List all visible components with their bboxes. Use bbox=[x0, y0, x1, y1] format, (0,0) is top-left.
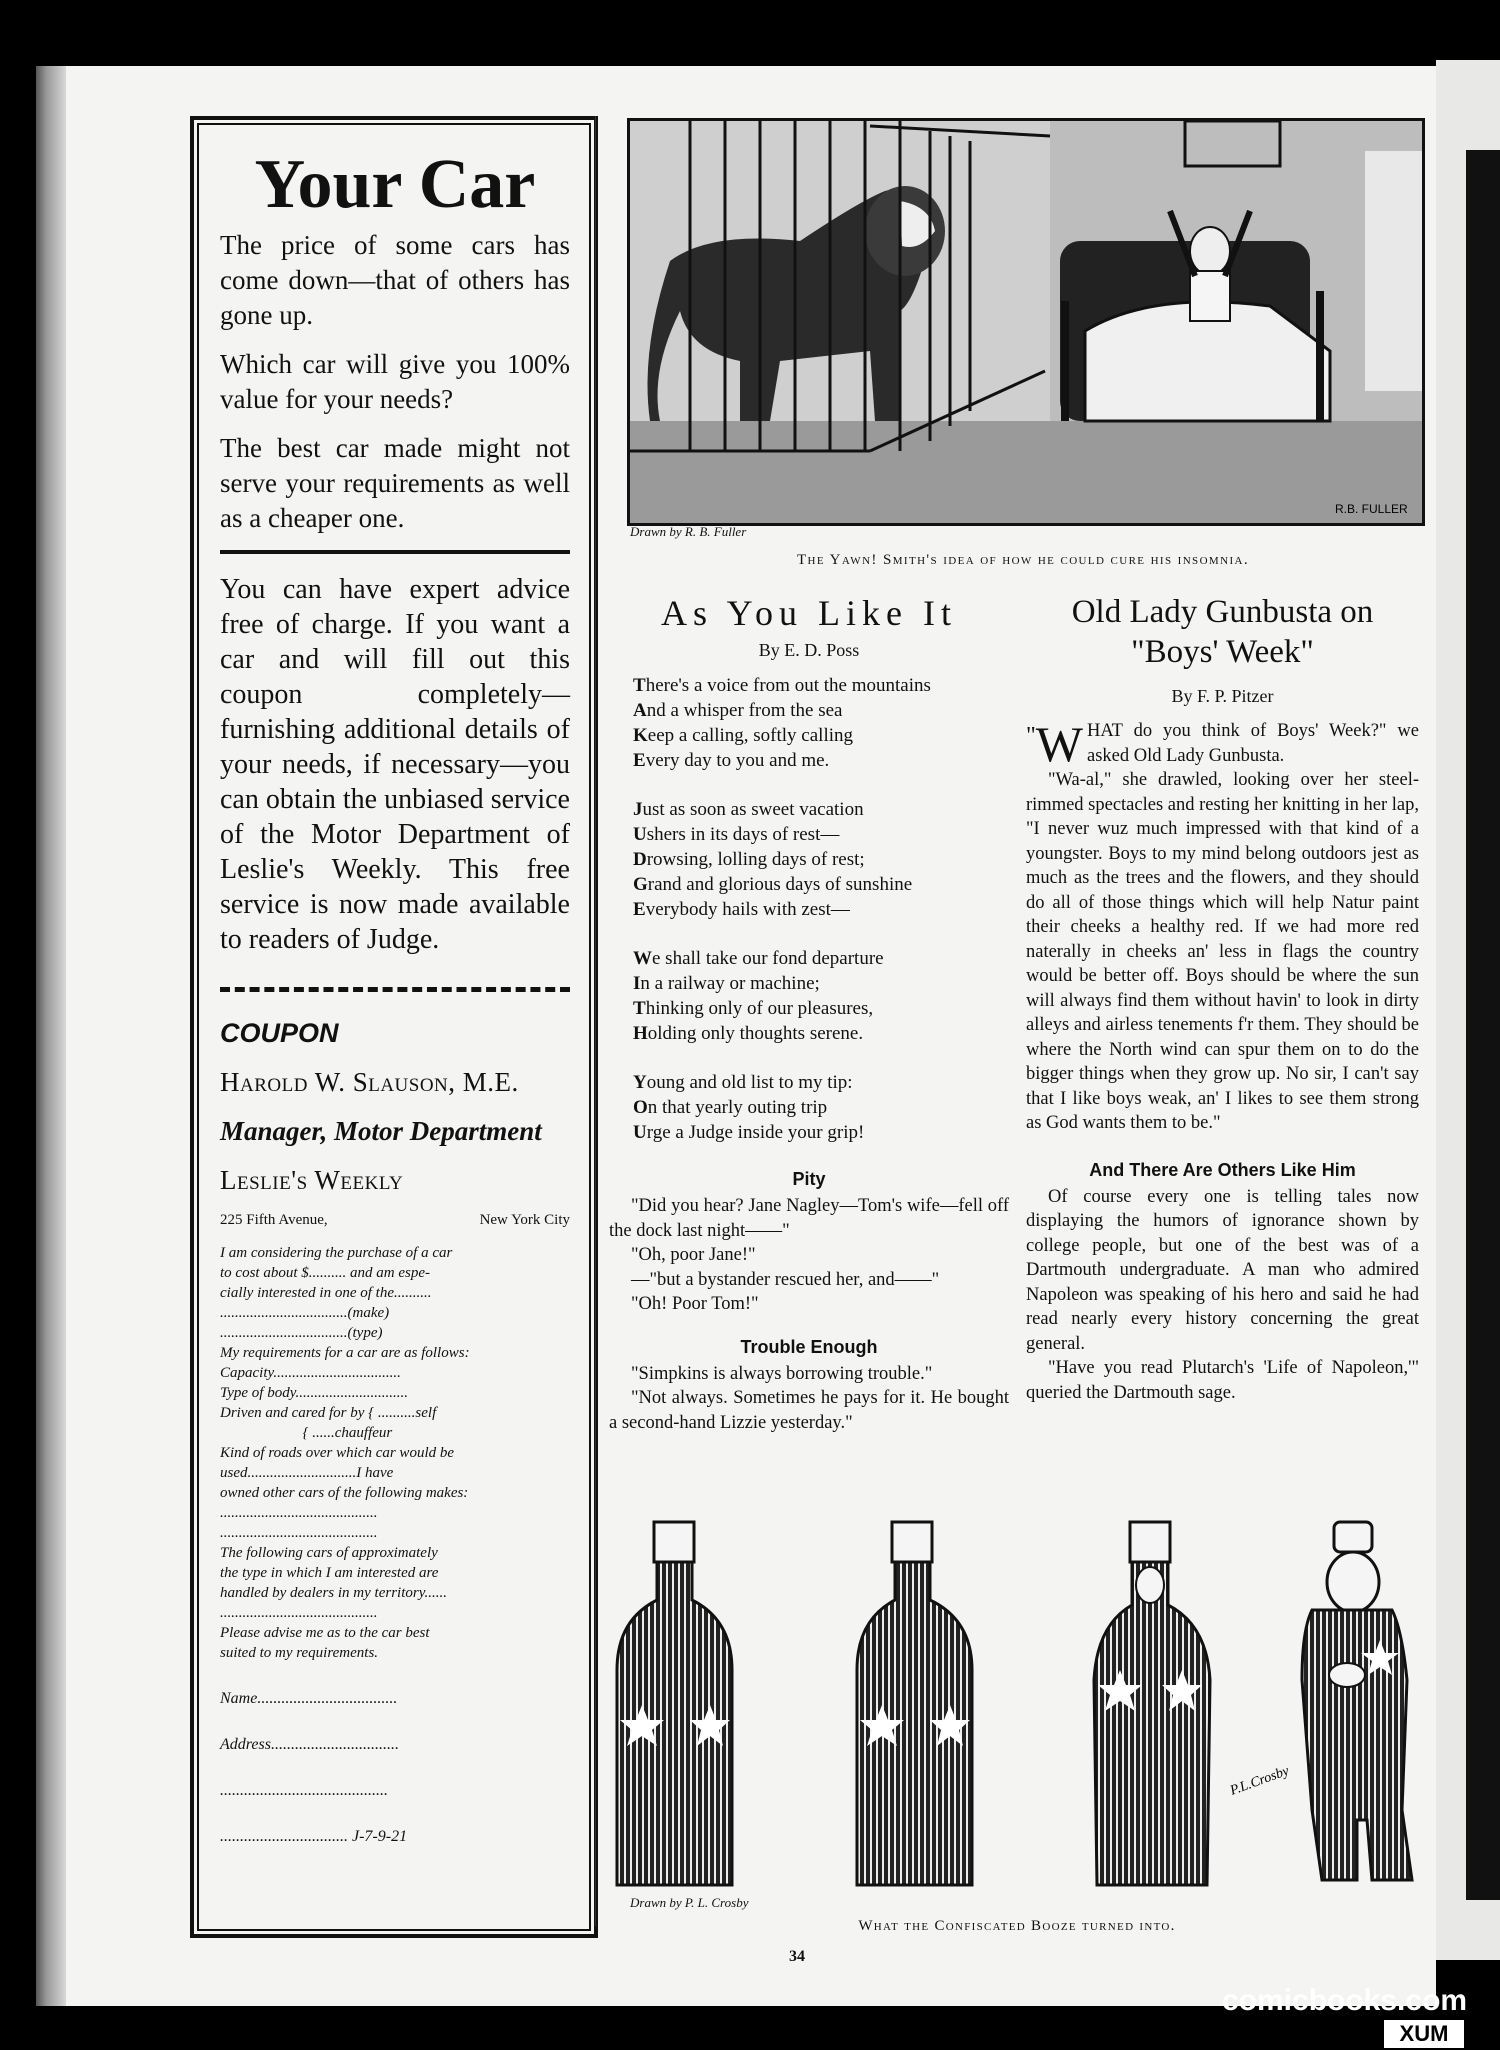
poem-line: Drowsing, lolling days of rest; bbox=[633, 849, 865, 870]
trouble-paragraph-1: "Simpkins is always borrowing trouble." bbox=[631, 1363, 933, 1384]
bottle-becoming-policeman bbox=[1094, 1522, 1210, 1885]
others-title: And There Are Others Like Him bbox=[1089, 1159, 1356, 1180]
middle-column bbox=[609, 592, 1009, 1435]
others-paragraph-2: "Have you read Plutarch's 'Life of Napoleon,'" queried the Dartmouth sage. bbox=[1026, 1358, 1419, 1403]
poem-line: Everybody hails with zest— bbox=[633, 899, 850, 920]
poem-stanza bbox=[633, 673, 1009, 773]
coupon bbox=[220, 1016, 570, 1847]
poem-body bbox=[609, 673, 1009, 1145]
coupon-role: Manager, Motor Department bbox=[220, 1116, 542, 1146]
coupon-name-field[interactable]: Name................................... bbox=[220, 1690, 398, 1707]
poem-line: There's a voice from out the mountains bbox=[633, 675, 931, 696]
next-page-dark-edge bbox=[1466, 150, 1500, 1900]
coupon-line: to cost about $.......... and am espe- bbox=[220, 1265, 430, 1281]
cartoon-credit: Drawn by R. B. Fuller bbox=[630, 524, 747, 539]
pity-paragraph-3: —"but a bystander rescued her, and——" bbox=[631, 1269, 940, 1290]
coupon-line: My requirements for a car are as follows: bbox=[220, 1345, 470, 1361]
coupon-line: Type of body.............................. bbox=[220, 1385, 409, 1401]
ad-title: Your Car bbox=[254, 146, 536, 223]
coupon-line: Capacity.................................. bbox=[220, 1365, 401, 1381]
coupon-cut-line bbox=[220, 987, 570, 992]
ad-paragraph-4: You can have expert advice free of charge. If you want a car and will fill out this coupon completely—furnishing additional details of your needs, if necessary—you can obtain the unbiased service of the Motor Department of Leslie's Weekly. This free service is now made available to readers of Judge. bbox=[220, 574, 570, 955]
poem-line: In a railway or machine; bbox=[633, 973, 820, 994]
bottle-1 bbox=[617, 1522, 732, 1885]
column-rule bbox=[595, 116, 596, 1926]
poem-stanza bbox=[633, 1070, 1009, 1145]
poem-line: Keep a calling, softly calling bbox=[633, 725, 854, 746]
pity-paragraph-1: "Did you hear? Jane Nagley—Tom's wife—fell off the dock last night——" bbox=[609, 1196, 1009, 1241]
page-number: 34 bbox=[789, 1948, 805, 1965]
coupon-heading: COUPON bbox=[220, 1018, 339, 1048]
coupon-line: the type in which I am interested are bbox=[220, 1565, 439, 1581]
site-watermark: comicbooks.com bbox=[1222, 1984, 1468, 2017]
poem-title: As You Like It bbox=[660, 593, 958, 633]
yawn-illustration bbox=[630, 121, 1422, 523]
booze-cartoon bbox=[612, 1510, 1422, 1890]
policeman bbox=[1302, 1522, 1412, 1880]
poem-byline: By E. D. Poss bbox=[758, 640, 860, 660]
right-column bbox=[1026, 592, 1419, 1405]
gunbusta-title-1: Old Lady Gunbusta on bbox=[1071, 594, 1374, 630]
coupon-street: 225 Fifth Avenue, bbox=[220, 1212, 328, 1228]
bottle-2 bbox=[857, 1522, 972, 1885]
bottles-illustration bbox=[612, 1510, 1422, 1890]
coupon-line: used.............................I have bbox=[220, 1465, 394, 1481]
poem-line: We shall take our fond departure bbox=[633, 948, 884, 969]
poem-line: Urge a Judge inside your grip! bbox=[633, 1122, 865, 1143]
coupon-line: The following cars of approximately bbox=[220, 1545, 438, 1561]
cartoon-caption: The Yawn! Smith's idea of how he could cure his insomnia. bbox=[796, 552, 1250, 568]
bottles-credit: Drawn by P. L. Crosby bbox=[630, 1895, 749, 1910]
your-car-ad bbox=[190, 116, 598, 1938]
poem-stanza bbox=[633, 797, 1009, 922]
poem-line: Just as soon as sweet vacation bbox=[633, 799, 864, 820]
gunbusta-dropcap: W bbox=[1035, 716, 1083, 772]
poem-stanza bbox=[633, 946, 1009, 1046]
gunbusta-open-quote: " bbox=[1026, 723, 1036, 749]
coupon-publication: Leslie's Weekly bbox=[220, 1165, 404, 1195]
coupon-line: owned other cars of the following makes: bbox=[220, 1485, 469, 1501]
coupon-code-field: ................................ J-7-9-21 bbox=[220, 1828, 408, 1845]
coupon-line: ..................................(make) bbox=[220, 1305, 390, 1321]
pity-paragraph-2: "Oh, poor Jane!" bbox=[631, 1245, 756, 1265]
coupon-line: { ......chauffeur bbox=[220, 1425, 393, 1441]
coupon-line: handled by dealers in my territory...... bbox=[220, 1585, 448, 1601]
coupon-line: Driven and cared for by { ..........self bbox=[220, 1405, 437, 1421]
ad-divider bbox=[220, 550, 570, 554]
coupon-line: I am considering the purchase of a car bbox=[220, 1245, 453, 1261]
coupon-line: cially interested in one of the.......... bbox=[220, 1285, 432, 1301]
gunbusta-paragraph-2: "Wa-al," she drawled, looking over her steel-rimmed spectacles and resting her knitting in her lap, "I never wuz much impressed with that kind of a youngster. Boys to my mind belong outdoors jest as much as the trees and the flowers, and they should do all of those things which will help Natur paint their cheeks a healthy red. If we had more red naterally in cheeks an' less in flags the country would be better off. Boys should be where the sun will always find them without havin' to look in dirty alleys and airless tenements f'r them. They should be where the North wind can spur them on to do the bigger things when they grow up. No sir, I can't say that I like boys weak, an' I likes to see them strong as God wants them to be." bbox=[1026, 770, 1420, 1133]
poem-line: Ushers in its days of rest— bbox=[633, 824, 840, 845]
coupon-line: suited to my requirements. bbox=[220, 1645, 379, 1661]
coupon-line: Kind of roads over which car would be bbox=[220, 1445, 455, 1461]
ad-paragraph-2: Which car will give you 100% value for your needs? bbox=[220, 349, 570, 414]
gunbusta-title-2: "Boys' Week" bbox=[1131, 634, 1314, 670]
trouble-title: Trouble Enough bbox=[740, 1336, 878, 1357]
poem-line: Young and old list to my tip: bbox=[633, 1072, 853, 1093]
gunbusta-byline: By F. P. Pitzer bbox=[1171, 686, 1274, 706]
gunbusta-paragraph-1: HAT do you think of Boys' Week?" we asked Old Lady Gunbusta. bbox=[1087, 721, 1419, 766]
coupon-blank-field[interactable]: .......................................... bbox=[220, 1782, 388, 1799]
pity-paragraph-4: "Oh! Poor Tom!" bbox=[631, 1294, 759, 1314]
poem-line: Holding only thoughts serene. bbox=[633, 1023, 864, 1044]
poem-line: And a whisper from the sea bbox=[633, 700, 843, 721]
ad-paragraph-3: The best car made might not serve your requirements as well as a cheaper one. bbox=[220, 433, 570, 533]
coupon-line: Please advise me as to the car best bbox=[220, 1625, 430, 1641]
poem-line: Every day to you and me. bbox=[633, 750, 830, 771]
coupon-address-row bbox=[220, 1212, 570, 1229]
bottles-caption: What the Confiscated Booze turned into. bbox=[858, 1918, 1176, 1934]
coupon-line: .......................................... bbox=[220, 1605, 378, 1621]
poem-line: Grand and glorious days of sunshine bbox=[633, 874, 913, 895]
ad-paragraph-1: The price of some cars has come down—that of others has gone up. bbox=[220, 230, 570, 330]
pity-title: Pity bbox=[792, 1169, 826, 1189]
coupon-line: .......................................... bbox=[220, 1525, 378, 1541]
trouble-paragraph-2: "Not always. Sometimes he pays for it. He bought a second-hand Lizzie yesterday." bbox=[609, 1388, 1009, 1433]
page-gutter bbox=[36, 66, 66, 2006]
coupon-address-field[interactable]: Address................................ bbox=[220, 1736, 399, 1753]
others-paragraph-1: Of course every one is telling tales now displaying the humors of ignorance shown by college people, but one of the best was of a Dartmouth undergraduate. A man who admired Napoleon was speaking of his hero and said he had read nearly every history concerning the great general. bbox=[1026, 1186, 1419, 1354]
bottles-signature: P.L.Crosby bbox=[1228, 1763, 1292, 1799]
coupon-addressee: Harold W. Slauson, M.E. bbox=[220, 1067, 519, 1097]
cartoon-signature: R.B. FULLER bbox=[1335, 502, 1408, 516]
site-tag: XUM bbox=[1384, 2020, 1464, 2048]
coupon-line: ..................................(type) bbox=[220, 1325, 383, 1341]
poem-line: Thinking only of our pleasures, bbox=[633, 998, 874, 1019]
coupon-line: .......................................... bbox=[220, 1505, 378, 1521]
poem-line: On that yearly outing trip bbox=[633, 1097, 828, 1118]
coupon-form-lines bbox=[220, 1243, 570, 1663]
coupon-city: New York City bbox=[479, 1212, 570, 1228]
yawn-cartoon bbox=[627, 118, 1425, 526]
